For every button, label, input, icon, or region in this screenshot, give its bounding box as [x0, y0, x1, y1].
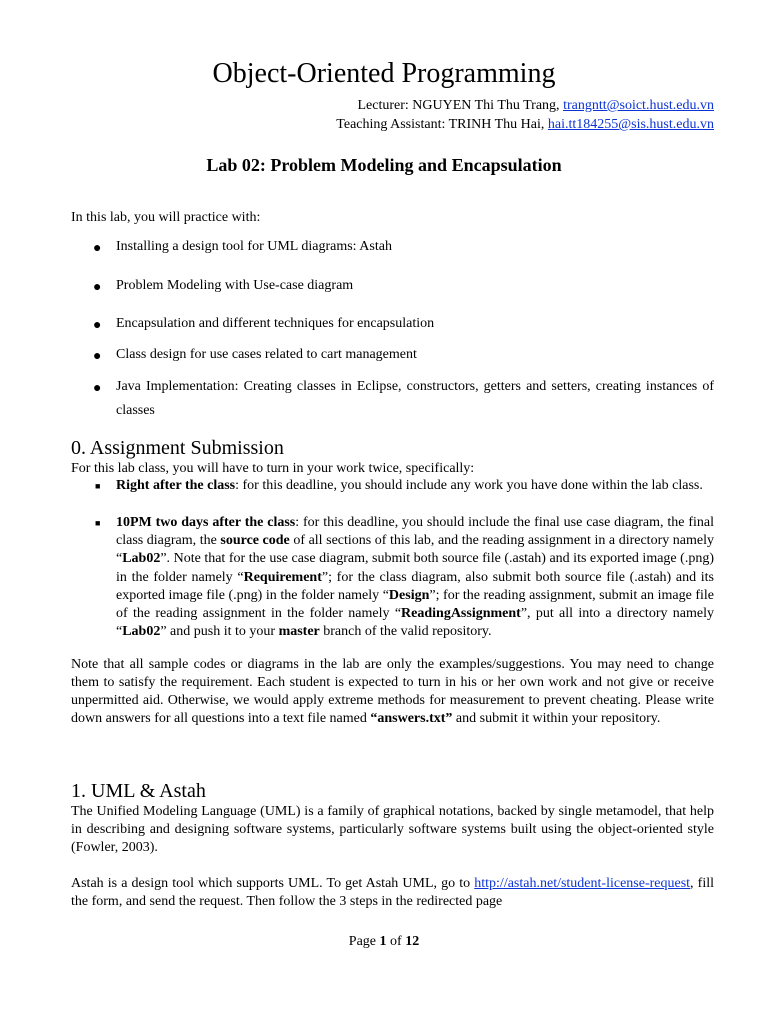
- item1-text: : for this deadline, you should include any work you have done within the lab class.: [235, 478, 703, 493]
- item2-text: ”; for the class diagram, also submit both source file (.astah) and its exported image file (.png) in the folder namely “: [116, 569, 715, 603]
- square-bullet: ■: [95, 481, 101, 491]
- page-total: 12: [405, 934, 420, 949]
- lecturer-email-link[interactable]: trangntt@soict.hust.edu.vn: [563, 98, 714, 113]
- section-1-heading: 1. UML & Astah: [71, 780, 206, 802]
- section-1-para-1: The Unified Modeling Language (UML) is a family of graphical notations, backed by single metamodel, that help in describing and designing software systems, particularly software systems built using the object-oriented style (Fowler, 2003).: [71, 804, 714, 855]
- submission-item-2: [116, 514, 714, 641]
- bullet-dot: ●: [93, 241, 102, 256]
- page-footer: [0, 933, 768, 951]
- practice-item: Java Implementation: Creating classes in Eclipse, constructors, getters and setters, creating instances of classes: [116, 379, 714, 418]
- course-title: Object-Oriented Programming: [212, 58, 556, 89]
- section-0-heading: 0. Assignment Submission: [71, 437, 284, 459]
- bullet-dot: ●: [93, 349, 102, 364]
- note-text: and submit it within your repository.: [452, 711, 661, 726]
- page-number: 1: [379, 934, 387, 949]
- item2-text: ”; for the reading assignment, submit an image file of the reading assignment in the folder namely “: [116, 587, 714, 622]
- ta-email-link[interactable]: hai.tt184255@sis.hust.edu.vn: [547, 117, 714, 132]
- page-label: Page: [348, 934, 380, 949]
- ta-line: [336, 116, 714, 134]
- item2-source-code: source code: [220, 533, 290, 549]
- item1-bold: Right after the class: [116, 478, 236, 493]
- of-label: of: [386, 934, 406, 949]
- practice-item: Encapsulation and different techniques for encapsulation: [116, 316, 435, 331]
- item2-text: ”. Note that for the use case diagram, submit both source file (.astah) and its exported image (.png) in the folder namely “: [116, 551, 714, 585]
- section-0-note: [71, 656, 714, 728]
- practice-item: Installing a design tool for UML diagrams: Astah: [116, 239, 392, 254]
- intro-text: In this lab, you will practice with:: [71, 210, 261, 225]
- para2-text: Astah is a design tool which supports UML. To get Astah UML, go to: [71, 876, 475, 891]
- item2-master: master: [278, 624, 320, 640]
- bullet-dot: ●: [93, 318, 102, 333]
- item2-text: : for this deadline, you should include the final use case diagram, the final class diagram, the: [116, 515, 715, 549]
- ta-label: Teaching Assistant: TRINH Thu Hai,: [336, 117, 548, 132]
- practice-item: Problem Modeling with Use-case diagram: [116, 278, 354, 293]
- practice-item: Class design for use cases related to cart management: [116, 347, 417, 362]
- para2-text: , fill the form, and send the request. Then follow the 3 steps in the redirected page: [71, 876, 714, 909]
- bullet-dot: ●: [93, 381, 102, 396]
- submission-item-1: [116, 477, 714, 495]
- note-text: Note that all sample codes or diagrams in the lab are only the examples/suggestions. You may need to change them to satisfy the requirement. Each student is expected to turn in his or her own work and not give or receive unpermitted aid. Otherwise, we would apply extreme methods for measurement to prevent cheating. Please write down answers for all questions into a text file named: [71, 657, 714, 726]
- item2-text: of all sections of this lab, and the reading assignment in a directory namely “: [116, 533, 715, 567]
- item2-text: branch of the valid repository.: [319, 624, 492, 640]
- lecturer-line: [357, 97, 714, 115]
- section-0-intro: For this lab class, you will have to turn in your work twice, specifically:: [71, 461, 475, 476]
- item2-design: Design: [388, 587, 430, 603]
- lecturer-label: Lecturer: NGUYEN Thi Thu Trang,: [357, 98, 564, 113]
- item2-deadline: 10PM two days after the class: [116, 515, 296, 530]
- item2-text: ”, put all into a directory namely “: [116, 606, 714, 640]
- answers-filename: “answers.txt”: [370, 711, 453, 726]
- item2-reading-assignment: ReadingAssignment: [401, 606, 521, 622]
- lab-title: Lab 02: Problem Modeling and Encapsulation: [206, 155, 562, 175]
- bullet-dot: ●: [93, 280, 102, 295]
- square-bullet: ■: [95, 518, 101, 528]
- item2-lab02: Lab02: [122, 551, 161, 567]
- item2-text: ” and push it to your: [160, 624, 279, 640]
- section-1-para-2: [71, 875, 714, 911]
- item2-requirement: Requirement: [243, 569, 322, 585]
- item2-lab02: Lab02: [122, 624, 161, 640]
- astah-license-link[interactable]: http://astah.net/student-license-request: [474, 876, 691, 891]
